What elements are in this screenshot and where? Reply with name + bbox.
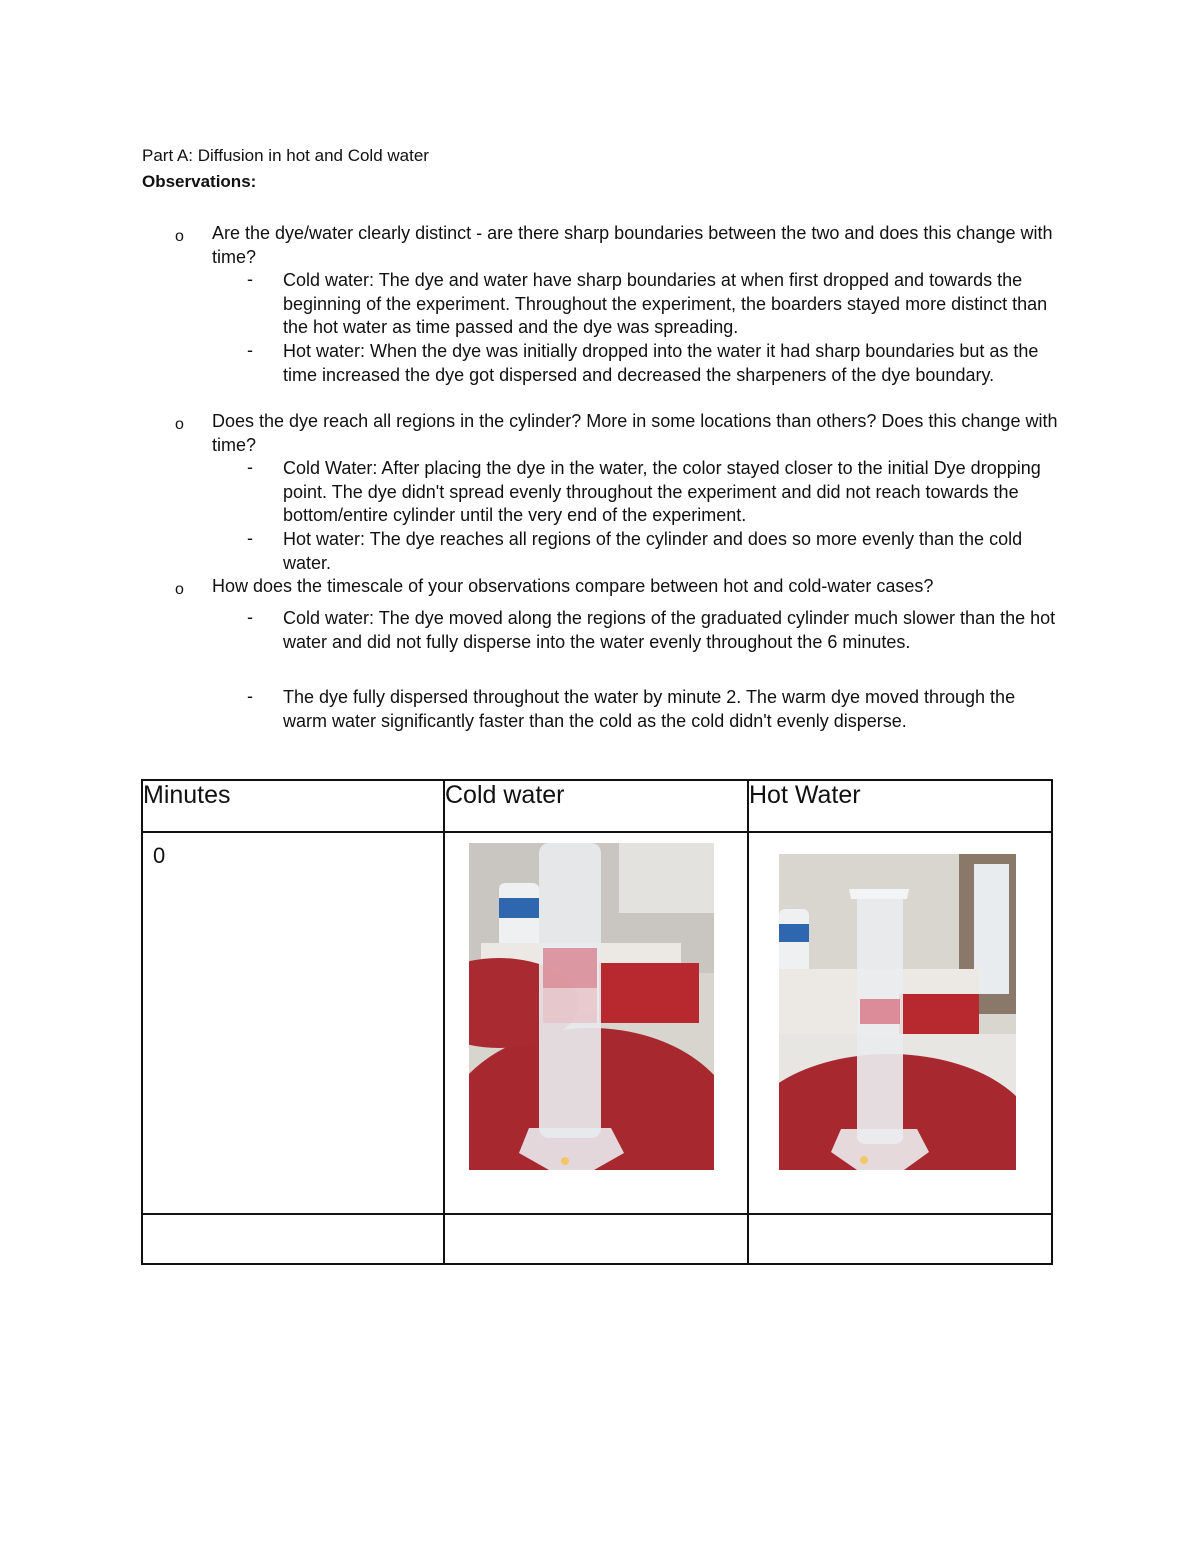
minutes-cell: 0 [142, 832, 444, 1214]
answer-2-cold: Cold Water: After placing the dye in the water, the color stayed closer to the initial Dye dropping point. The dye didn't spread evenly throughout the experiment and did not reach towards the bottom/entire cylinder until the very end of the experiment. [283, 458, 1041, 525]
answer-1-cold: Cold water: The dye and water have sharp boundaries at when first dropped and towards the beginning of the experiment. Throughout the experiment, the boarders stayed more distinct than the hot water as time passed and the dye was spreading. [283, 270, 1048, 337]
hot-water-cylinder-image [779, 854, 1016, 1170]
dash-icon: - [247, 457, 253, 477]
header-cold-water: Cold water [444, 780, 748, 832]
hot-water-photo [779, 854, 1016, 1170]
header-minutes: Minutes [142, 780, 444, 832]
question-2: Does the dye reach all regions in the cylinder? More in some locations than others? Does this change with time? [212, 411, 1058, 455]
table-row [142, 1214, 1052, 1264]
dash-icon: - [247, 528, 253, 548]
dash-icon: - [247, 607, 253, 627]
bullet-icon: o [175, 581, 184, 598]
dash-icon: - [247, 340, 253, 360]
header-hot-water: Hot Water [748, 780, 1052, 832]
answer-1-hot: Hot water: When the dye was initially dropped into the water it had sharp boundaries but as the time increased the dye got dispersed and decreased the sharpeners of the dye boundary. [283, 341, 1039, 385]
answer-3-cold: Cold water: The dye moved along the regions of the graduated cylinder much slower than the hot water and did not fully disperse into the water evenly throughout the 6 minutes. [283, 608, 1056, 652]
cold-water-cylinder-image [469, 843, 714, 1170]
dash-icon: - [247, 686, 253, 706]
observations-label: Observations: [142, 172, 257, 191]
answer-3-hot: The dye fully dispersed throughout the water by minute 2. The warm dye moved through the warm water significantly faster than the cold as the cold didn't evenly disperse. [283, 687, 1016, 731]
minutes-cell [142, 1214, 444, 1264]
hot-water-cell [748, 1214, 1052, 1264]
bullet-icon: o [175, 228, 184, 245]
bullet-icon: o [175, 416, 184, 433]
dash-icon: - [247, 269, 253, 289]
answer-2-hot: Hot water: The dye reaches all regions of the cylinder and does so more evenly than the cold water. [283, 529, 1023, 573]
question-1: Are the dye/water clearly distinct - are there sharp boundaries between the two and does this change with time? [212, 223, 1053, 267]
question-3: How does the timescale of your observations compare between hot and cold-water cases? [212, 576, 934, 596]
table-header-row [142, 780, 1052, 832]
section-title: Part A: Diffusion in hot and Cold water [142, 146, 429, 165]
cold-water-photo [469, 843, 714, 1170]
cold-water-cell [444, 1214, 748, 1264]
